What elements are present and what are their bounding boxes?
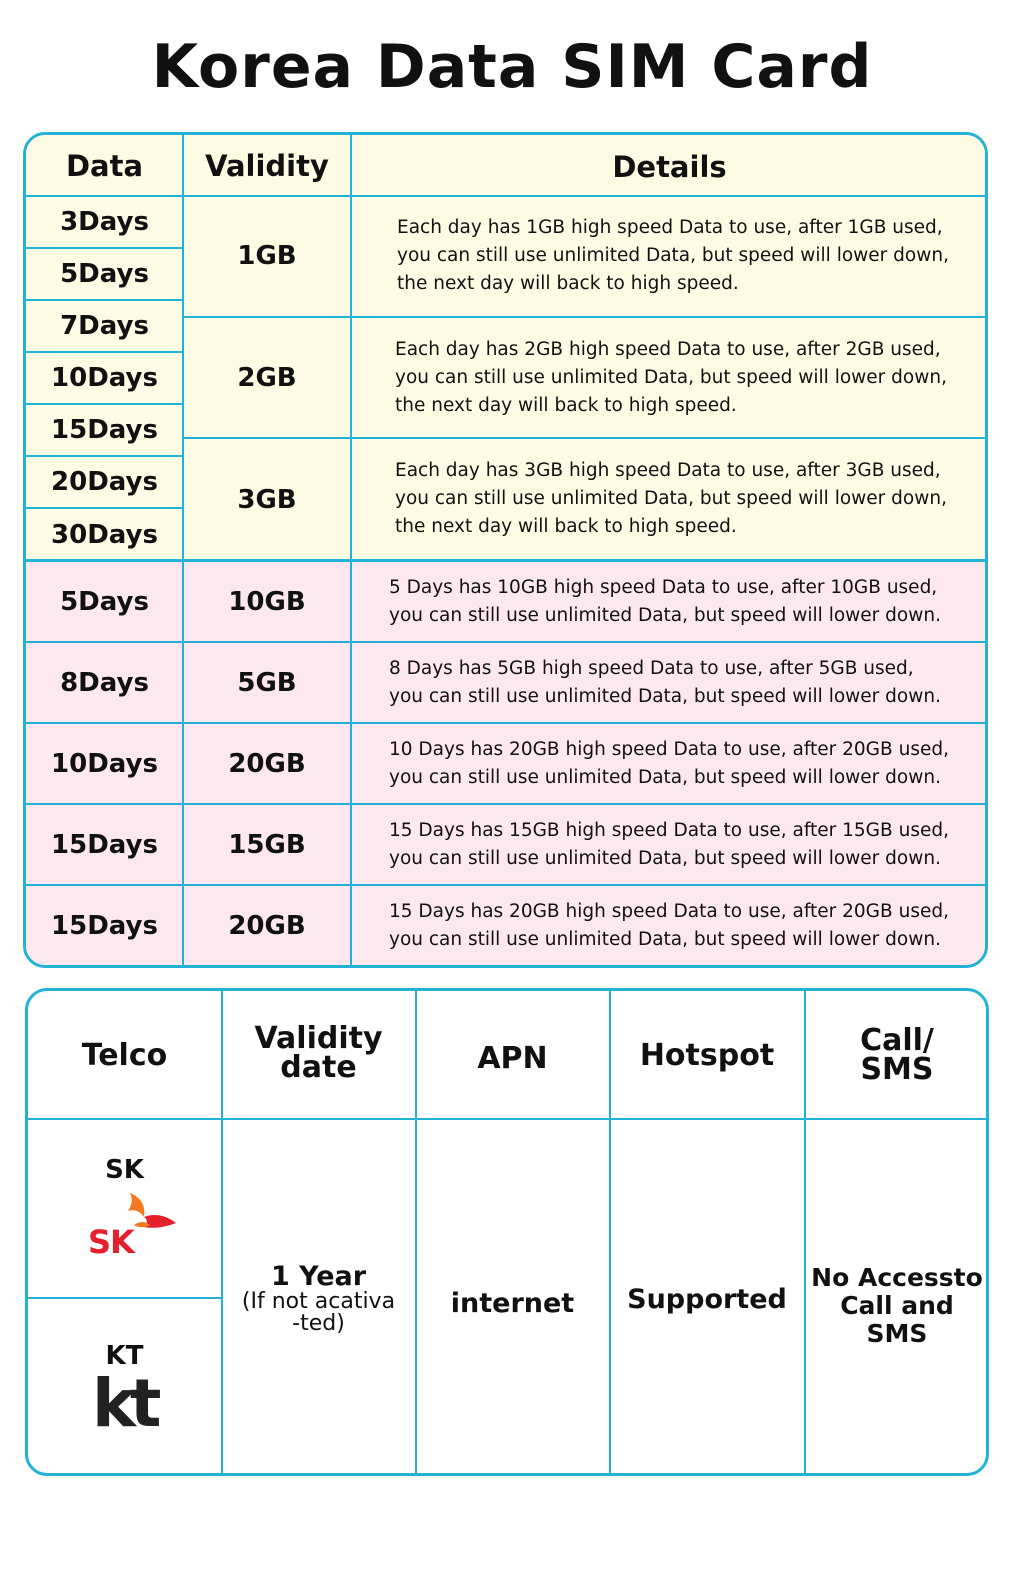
divider (28, 1118, 986, 1120)
call-sms-value (805, 1119, 989, 1476)
details-line: you can still use unlimited Data, but speed will lower down. (389, 848, 941, 869)
divider (26, 299, 183, 301)
days-cell: 8Days (60, 668, 149, 698)
info-table (25, 988, 989, 1476)
days-cell: 10Days (51, 363, 158, 393)
days-cell: 10Days (51, 749, 158, 779)
details-line: Each day has 1GB high speed Data to use, after 1GB used, (397, 217, 943, 238)
amount-cell: 20GB (228, 911, 306, 941)
days-cell: 7Days (60, 311, 149, 341)
telco-kt (28, 1299, 221, 1476)
amount-cell: 3GB (237, 485, 297, 515)
validity-note: -ted) (292, 1311, 345, 1336)
amount-cell: 20GB (228, 749, 306, 779)
details-line: you can still use unlimited Data, but speed will lower down. (389, 605, 941, 626)
divider (804, 991, 806, 1476)
details-line: you can still use unlimited Data, but speed will lower down. (389, 929, 941, 950)
divider (183, 437, 988, 439)
divider (26, 803, 985, 805)
header-call-line: Call/ (860, 1023, 934, 1058)
page-title: Korea Data SIM Card (151, 32, 873, 102)
apn-value: internet (450, 1288, 575, 1319)
details-cell (351, 886, 988, 966)
amount-cell: 2GB (237, 363, 297, 393)
days-cell: 15Days (51, 830, 158, 860)
validity-note: (If not acativa (241, 1289, 396, 1314)
details-cell (351, 562, 988, 642)
hotspot-value: Supported (627, 1284, 787, 1315)
validity-cell (222, 1119, 415, 1476)
amount-cell: 15GB (228, 830, 306, 860)
days-cell: 5Days (60, 587, 149, 617)
amount-cell: 1GB (237, 241, 297, 271)
details-line: Each day has 3GB high speed Data to use, after 3GB used, (395, 460, 941, 481)
details-cell (351, 196, 988, 316)
divider (350, 135, 352, 968)
divider (609, 991, 611, 1476)
divider (26, 247, 183, 249)
header-hotspot: Hotspot (639, 1037, 775, 1073)
details-cell (351, 643, 988, 723)
days-cell: 30Days (51, 519, 158, 550)
header-validity-date (222, 991, 415, 1115)
header-data: Data (65, 148, 144, 183)
divider (415, 991, 417, 1476)
call-line: Call and (840, 1291, 954, 1320)
validity-main: 1 Year (270, 1261, 367, 1292)
header-validity-line: date (280, 1050, 357, 1085)
details-line: you can still use unlimited Data, but speed will lower down. (389, 767, 941, 788)
details-cell (349, 318, 988, 438)
details-line: you can still use unlimited Data, but speed will lower down, (395, 488, 947, 509)
header-validity-line: Validity (254, 1021, 383, 1056)
details-line: Each day has 2GB high speed Data to use, after 2GB used, (395, 339, 941, 360)
header-validity: Validity (205, 148, 329, 183)
divider (26, 195, 985, 197)
kt-logo-text: kt (92, 1365, 156, 1442)
details-line: 10 Days has 20GB high speed Data to use, after 20GB used, (389, 739, 949, 760)
details-line: the next day will back to high speed. (395, 395, 737, 416)
telco-sk (28, 1119, 221, 1297)
divider (26, 507, 183, 509)
details-line: you can still use unlimited Data, but speed will lower down, (397, 245, 949, 266)
plans-table (23, 132, 988, 968)
header-apn: APN (477, 1040, 548, 1076)
details-cell (351, 805, 988, 885)
divider (26, 351, 183, 353)
divider (26, 403, 183, 405)
amount-cell: 5GB (237, 668, 297, 698)
header-details: Details (612, 150, 727, 184)
days-cell: 15Days (51, 415, 158, 445)
call-line: SMS (866, 1319, 928, 1348)
details-cell (351, 724, 988, 804)
details-line: the next day will back to high speed. (397, 273, 739, 294)
details-line: 15 Days has 15GB high speed Data to use, after 15GB used, (389, 820, 949, 841)
telco-name: SK (105, 1155, 144, 1185)
days-cell: 5Days (60, 259, 149, 289)
divider (26, 641, 985, 643)
divider (183, 316, 988, 318)
days-cell: 3Days (60, 207, 149, 237)
details-line: you can still use unlimited Data, but speed will lower down. (389, 686, 941, 707)
details-line: 15 Days has 20GB high speed Data to use, after 20GB used, (389, 901, 949, 922)
details-line: the next day will back to high speed. (395, 516, 737, 537)
divider (26, 884, 985, 886)
amount-cell: 10GB (228, 587, 306, 617)
divider (182, 135, 184, 968)
details-line: you can still use unlimited Data, but speed will lower down, (395, 367, 947, 388)
header-call-line: SMS (860, 1052, 934, 1087)
divider (26, 559, 985, 562)
details-line: 5 Days has 10GB high speed Data to use, after 10GB used, (389, 577, 938, 598)
divider (26, 455, 183, 457)
details-line: 8 Days has 5GB high speed Data to use, after 5GB used, (389, 658, 914, 679)
days-cell: 20Days (51, 467, 158, 497)
days-cell: 15Days (51, 911, 158, 941)
header-telco: Telco (81, 1037, 168, 1073)
sk-logo-text: SK (88, 1223, 134, 1261)
divider (26, 722, 985, 724)
divider (28, 1297, 222, 1299)
kt-logo-icon (92, 1365, 172, 1442)
telco-name: KT (105, 1341, 144, 1371)
call-line: No Accessto (811, 1263, 983, 1292)
divider (221, 991, 223, 1476)
header-call-sms (805, 991, 989, 1119)
details-cell (349, 439, 988, 559)
